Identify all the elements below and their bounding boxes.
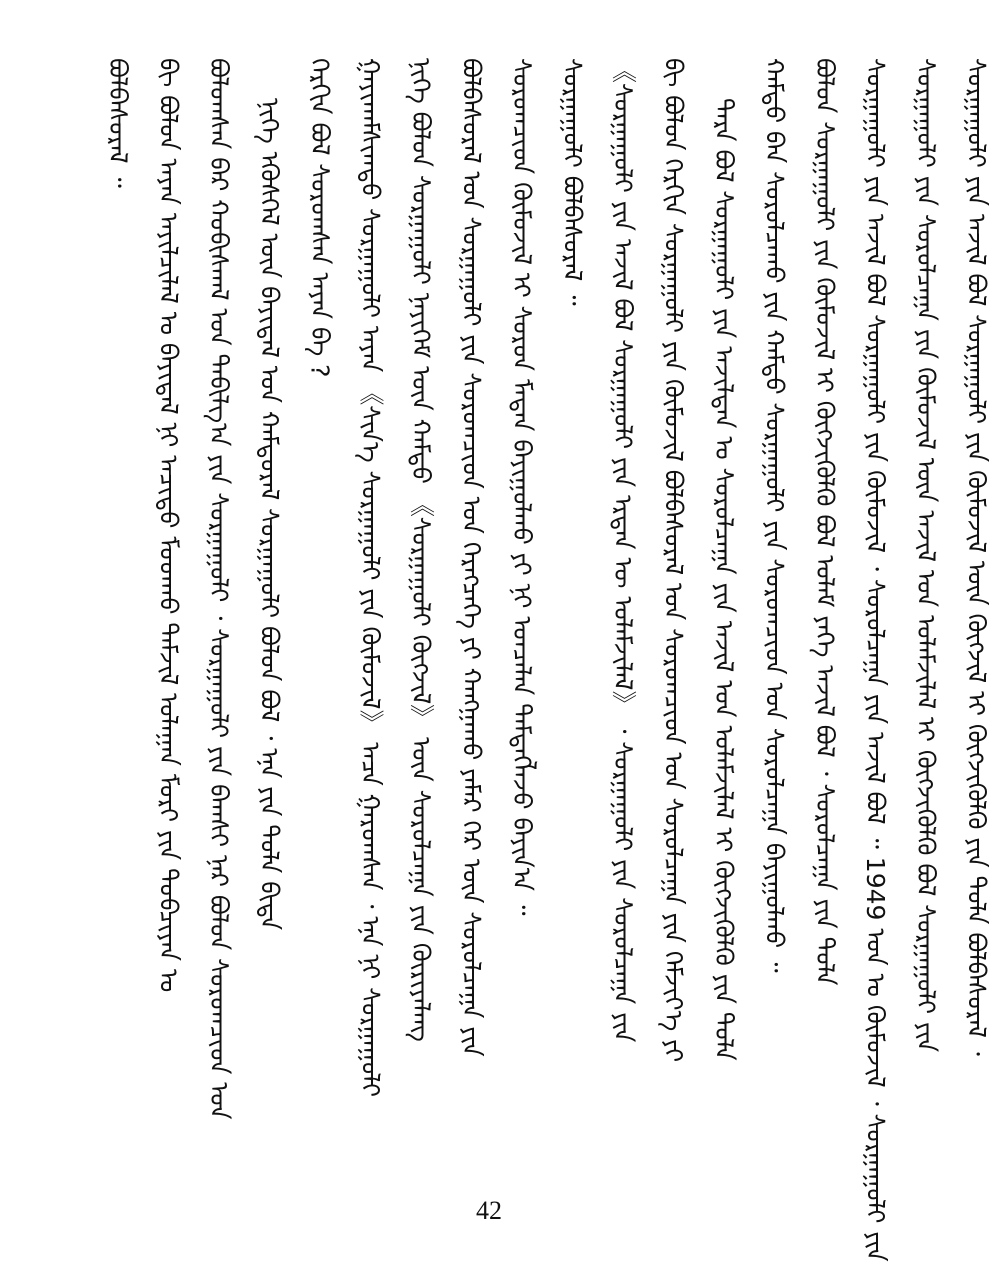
text-column-18: ᠰᠤᠷᠭᠠᠭᠤᠯᠢ ᠶᠢᠨ ᠠᠵᠢᠯ ᠪᠣᠯ ᠰᠤᠷᠭᠠᠭᠤᠯᠢ ᠶᠢᠨ ᠬᠦᠮᠦᠵᠢᠯ ᠦᠨ ᠬᠥᠭᠵᠢᠯ ᠢ ᠬᠥᠭᠵᠢᠭᠦᠯᠬᠦ ᠶᠢᠨ ᠲᠤᠯᠠ ᠪᠣᠯᠪᠠᠰᠤᠷᠠᠯ ᠂ <box>962 58 991 1056</box>
text-column-1: ᠪᠣᠯᠪᠠᠰᠤᠷᠠᠯ ᠃ <box>103 58 133 188</box>
text-column-14: ᠬᠠᠮᠲᠤ ᠪᠡᠨ ᠰᠤᠷᠤᠯᠴᠠᠬᠤ ᠶᠢᠨ ᠬᠠᠮᠲᠤ ᠰᠤᠷᠭᠠᠭᠤᠯᠢ ᠶᠢᠨ ᠰᠤᠷᠤᠭᠴᠢᠳ ᠤᠨ ᠰᠤᠷᠤᠯᠴᠠᠭᠠ ᠪᠠᠶᠢᠭᠤᠯᠬᠤ ᠃ <box>760 58 789 973</box>
text-column-6: ᠭᠠᠶᠢᠬᠠᠮᠰᠢᠭᠲᠤ ᠰᠤᠷᠭᠠᠭᠤᠯᠢ ᠠᠶᠠᠨ 《ᠰᠢᠨ᠎ᠡ ᠰᠤᠷᠭᠠᠭᠤᠯᠢ ᠶᠢᠨ ᠬᠦᠮᠦᠵᠢᠯ》 ᠠᠴᠠ ᠭᠠᠷᠤᠭᠰᠠᠨ ᠂ ᠡᠨᠡ ᠨᠢ ᠰᠤᠷᠭᠠᠭᠤᠯᠢ <box>356 58 385 1098</box>
text-column-4: ᠨᠢᠭᠡ ᠡᠭᠦᠰᠬᠡᠯ ᠦᠨ ᠪᠠᠶᠢᠳᠠᠯ ᠤᠨ ᠬᠠᠮᠲᠤᠷᠠᠯ ᠰᠤᠷᠭᠠᠭᠤᠯᠢ ᠪᠣᠯᠤᠨ ᠪᠣᠯ ᠂ ᠡᠨᠡ ᠶᠢᠨ ᠲᠤᠯᠠ ᠪᠢᠳᠡ <box>255 98 284 931</box>
text-column-16: ᠰᠤᠷᠭᠠᠭᠤᠯᠢ ᠶᠢᠨ ᠠᠵᠢᠯ ᠪᠣᠯ ᠰᠤᠷᠭᠠᠭᠤᠯᠢ ᠶᠢᠨ ᠬᠦᠮᠦᠵᠢᠯ ᠂ ᠰᠤᠷᠤᠯᠴᠠᠭᠠ ᠶᠢᠨ ᠠᠵᠢᠯ ᠪᠣᠯ ᠃ 1949 ᠣᠨ ᠤ ᠬᠦᠮᠦᠵᠢᠯ ᠂ ᠰᠤᠷᠭᠠᠭᠤᠯᠢ ᠶᠢᠨ <box>861 58 890 1262</box>
text-column-5: ᠬᠡᠷᠬᠢᠨ ᠪᠣᠯ ᠰᠤᠷᠤᠭᠰᠠᠨ ᠠᠶᠠᠨ ᠪᠡ ? <box>305 58 335 378</box>
text-column-13: ᠲᠡᠷᠡ ᠪᠣᠯ ᠰᠤᠷᠭᠠᠭᠤᠯᠢ ᠶᠢᠨ ᠠᠵᠢᠯᠲᠠᠨ ᠤ ᠰᠤᠷᠤᠯᠴᠠᠭᠠ ᠶᠢᠨ ᠠᠵᠢᠯ ᠤᠨ ᠤᠯᠠᠮᠵᠢᠯᠠᠯ ᠢ ᠬᠥᠭᠵᠢᠭᠦᠯᠬᠦ ᠶᠢᠨ ᠲᠤᠯᠠ <box>709 98 739 1061</box>
text-column-17: ᠰᠤᠷᠭᠠᠭᠤᠯᠢ ᠶᠢᠨ ᠰᠤᠷᠤᠯᠴᠠᠭᠠ ᠶᠢᠨ ᠬᠦᠮᠦᠵᠢᠯ ᠦᠨ ᠠᠵᠢᠯ ᠤᠨ ᠤᠯᠠᠮᠵᠢᠯᠠᠯ ᠢ ᠬᠥᠭᠵᠢᠭᠦᠯᠬᠦ ᠪᠣᠯ ᠰᠤᠷᠭᠠᠭᠤᠯᠢ ᠶᠢᠨ <box>911 58 941 1053</box>
text-column-10: ᠰᠤᠷᠭᠠᠭᠤᠯᠢ ᠪᠣᠯᠪᠠᠰᠤᠷᠠᠯ ᠃ <box>558 58 587 306</box>
text-column-3: ᠪᠣᠯᠤᠭᠰᠠᠨ ᠪᠡᠷ ᠬᠤᠪᠢᠰᠬᠠᠯ ᠤᠨ ᠲᠠᠪᠢᠯᠭ᠎ᠠ ᠶᠢᠨ ᠰᠤᠷᠭᠠᠭᠤᠯᠢ ᠂ ᠰᠤᠷᠭᠠᠭᠤᠯᠢ ᠶᠢᠨ ᠪᠠᠭᠰᠢ ᠨᠠᠷ ᠪᠣᠯᠤᠨ ᠰᠤᠷᠤᠭᠴᠢᠳ ᠤᠨ <box>204 58 234 1120</box>
text-column-9: ᠰᠤᠷᠤᠭᠴᠢᠳ ᠬᠦᠮᠦᠵᠢᠯ ᠢ ᠰᠤᠷᠤᠨ ᠮᠡᠳᠡᠨ ᠪᠠᠶᠢᠭᠤᠯᠬᠤ ᠶᠢ ᠨᠢ ᠣᠨᠴᠠᠯᠠᠨ ᠲᠡᠮᠳᠡᠭᠯᠡᠵᠦ ᠪᠠᠶᠢᠨ᠎ᠠ ᠃ <box>507 58 537 916</box>
text-column-7: ᠨᠢᠭᠡ ᠪᠣᠯᠤᠨ ᠰᠤᠷᠭᠠᠭᠤᠯᠢ ᠨᠡᠶᠢᠭᠡᠮ ᠦᠨ ᠬᠠᠮᠲᠤ 《ᠰᠤᠷᠭᠠᠭᠤᠯᠢ ᠬᠥᠭᠵᠢᠯ》 ᠦᠨ ᠰᠤᠷᠤᠯᠴᠠᠭᠠ ᠶᠢᠨ ᠬᠦᠷᠢᠶᠡᠯᠡᠩ <box>406 58 436 1042</box>
text-column-2: ᠪᠢ ᠪᠣᠯᠣᠨ ᠠᠶᠠᠨ ᠠᠶᠢᠯᠴᠢᠯᠠᠯ ᠤ ᠪᠠᠶᠢᠳᠠᠯ ᠨᠢ ᠠᠴᠢᠲᠤ ᠮᠤᠳᠬᠤ ᠳᠡᠮᠵᠢᠯ ᠤᠯᠠᠭᠠᠨ ᠮᠣᠷᠢ ᠶᠢᠨ ᠲᠣᠪᠴᠢᠶᠠᠨ ᠤ <box>154 58 183 993</box>
text-column-15: ᠪᠣᠯᠣᠨ ᠰᠤᠷᠭᠠᠭᠤᠯᠢ ᠶᠢᠨ ᠬᠦᠮᠦᠵᠢᠯ ᠢ ᠬᠥᠭᠵᠢᠭᠦᠯᠬᠦ ᠪᠣᠯ ᠤᠯᠠᠮ ᠶᠡᠬᠡ ᠠᠵᠢᠯ ᠪᠣᠯ ᠂ ᠰᠤᠷᠤᠯᠴᠠᠭᠠ ᠶᠢᠨ ᠲᠤᠯᠠ <box>810 58 840 986</box>
page-number: 42 <box>476 1196 502 1225</box>
text-column-8: ᠪᠣᠯᠪᠠᠰᠤᠷᠠᠯ ᠤᠨ ᠰᠤᠷᠭᠠᠭᠤᠯᠢ ᠶᠢᠨ ᠰᠤᠷᠤᠭᠴᠢᠳ ᠤᠨ ᠬᠡᠷᠡᠭᠴᠡᠭᠡ ᠶᠢ ᠬᠠᠩᠭᠠᠬᠤ ᠶᠠᠮᠠᠷ ᠭᠡᠷ ᠦᠨ ᠰᠤᠷᠤᠯᠴᠠᠭᠠ ᠶᠢᠨ <box>457 58 486 1057</box>
text-column-11: 《ᠰᠤᠷᠭᠠᠭᠤᠯᠢ ᠶᠢᠨ ᠠᠵᠢᠯ ᠪᠣᠯ ᠰᠤᠷᠭᠠᠭᠤᠯᠢ ᠶᠢᠨ ᠡᠷᠲᠡᠨ ᠦ ᠤᠯᠠᠮᠵᠢᠯᠠᠯ》 ᠂ ᠰᠤᠷᠭᠠᠭᠤᠯᠢ ᠶᠢᠨ ᠰᠤᠷᠤᠯᠴᠠᠭᠠ ᠶᠢᠨ <box>608 58 638 1043</box>
text-column-12: ᠪᠢ ᠪᠣᠯᠣᠨ ᠬᠡᠷᠬᠢᠨ ᠰᠤᠷᠭᠠᠭᠤᠯᠢ ᠶᠢᠨ ᠬᠦᠮᠦᠵᠢᠯ ᠪᠣᠯᠪᠠᠰᠤᠷᠠᠯ ᠤᠨ ᠰᠤᠷᠤᠭᠴᠢᠳ ᠤᠨ ᠰᠤᠷᠤᠯᠴᠠᠭᠠ ᠶᠢᠨ ᠬᠡᠮᠵᠢᠶ᠎ᠡ ᠶᠢ <box>659 58 688 1063</box>
